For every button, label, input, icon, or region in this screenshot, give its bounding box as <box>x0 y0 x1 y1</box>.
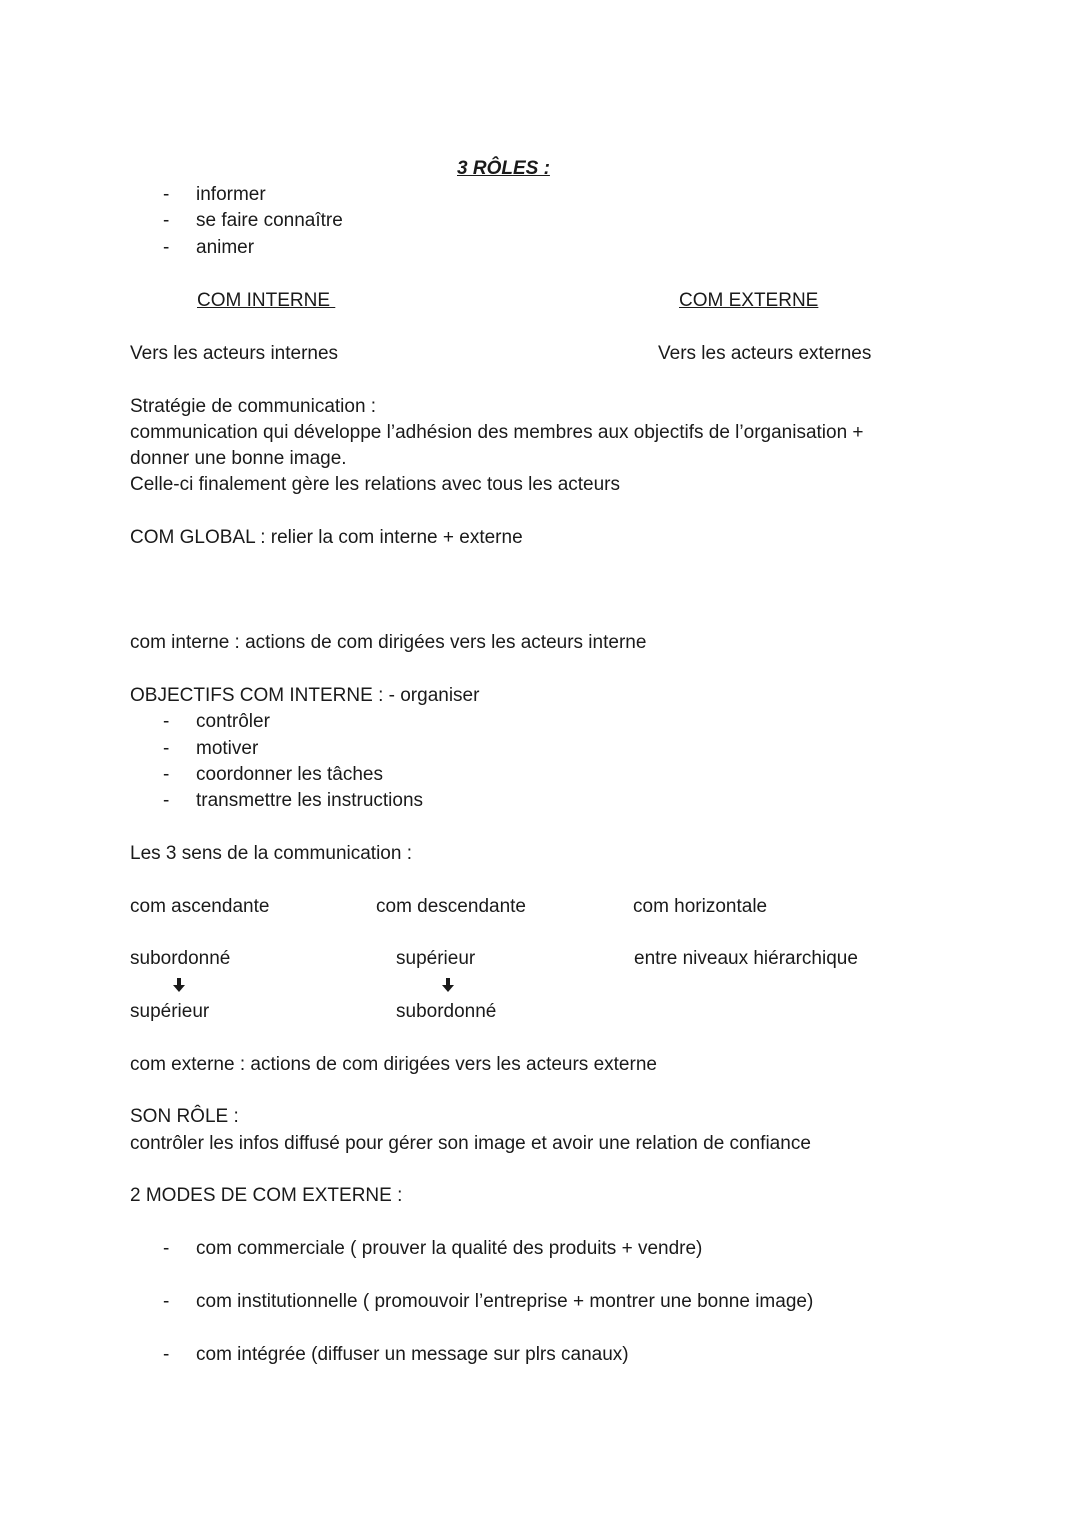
strategie-line: communication qui développe l’adhésion des membres aux objectifs de l’organisation + <box>130 422 864 443</box>
sens-to: supérieur <box>130 1001 210 1022</box>
vers-internes-text: Vers les acteurs internes <box>130 343 339 364</box>
sens-label: com horizontale <box>633 896 768 917</box>
sens-from: subordonné <box>130 948 231 969</box>
sens-label: com ascendante <box>130 896 270 917</box>
strategie-heading: Stratégie de communication : <box>130 396 377 417</box>
list-item: informer <box>196 184 266 205</box>
bullet-dash: - <box>163 711 170 732</box>
list-item: contrôler <box>196 711 270 732</box>
sens-to: subordonné <box>396 1001 497 1022</box>
list-item: motiver <box>196 738 259 759</box>
com-global-text: COM GLOBAL : relier la com interne + externe <box>130 527 523 548</box>
sens-desc: entre niveaux hiérarchique <box>634 948 858 969</box>
bullet-dash: - <box>163 738 170 759</box>
list-item: coordonner les tâches <box>196 764 383 785</box>
sens-heading: Les 3 sens de la communication : <box>130 843 412 864</box>
bullet-dash: - <box>163 790 170 811</box>
objectifs-heading: OBJECTIFS COM INTERNE : - organiser <box>130 685 480 706</box>
list-item: com commerciale ( prouver la qualité des produits + vendre) <box>196 1238 703 1259</box>
list-item: animer <box>196 237 255 258</box>
list-item: com intégrée (diffuser un message sur plrs canaux) <box>196 1344 629 1365</box>
sens-from: supérieur <box>396 948 476 969</box>
com-interne-definition: com interne : actions de com dirigées vers les acteurs interne <box>130 632 647 653</box>
com-externe-definition: com externe : actions de com dirigées vers les acteurs externe <box>130 1054 657 1075</box>
son-role-text: contrôler les infos diffusé pour gérer son image et avoir une relation de confiance <box>130 1133 811 1154</box>
page-title: 3 RÔLES : <box>457 158 550 179</box>
strategie-line: donner une bonne image. <box>130 448 347 469</box>
bullet-dash: - <box>163 210 170 231</box>
strategie-line: Celle-ci finalement gère les relations avec tous les acteurs <box>130 474 621 495</box>
modes-heading: 2 MODES DE COM EXTERNE : <box>130 1185 403 1206</box>
com-interne-heading: COM INTERNE <box>197 290 336 311</box>
list-item: transmettre les instructions <box>196 790 424 811</box>
bullet-dash: - <box>163 1291 170 1312</box>
bullet-dash: - <box>163 1238 170 1259</box>
sens-label: com descendante <box>376 896 526 917</box>
com-externe-heading: COM EXTERNE <box>679 290 819 311</box>
bullet-dash: - <box>163 1344 170 1365</box>
vers-externes-text: Vers les acteurs externes <box>658 343 872 364</box>
bullet-dash: - <box>163 764 170 785</box>
bullet-dash: - <box>163 237 170 258</box>
son-role-heading: SON RÔLE : <box>130 1106 239 1127</box>
bullet-dash: - <box>163 184 170 205</box>
list-item: com institutionnelle ( promouvoir l’entreprise + montrer une bonne image) <box>196 1291 814 1312</box>
list-item: se faire connaître <box>196 210 343 231</box>
